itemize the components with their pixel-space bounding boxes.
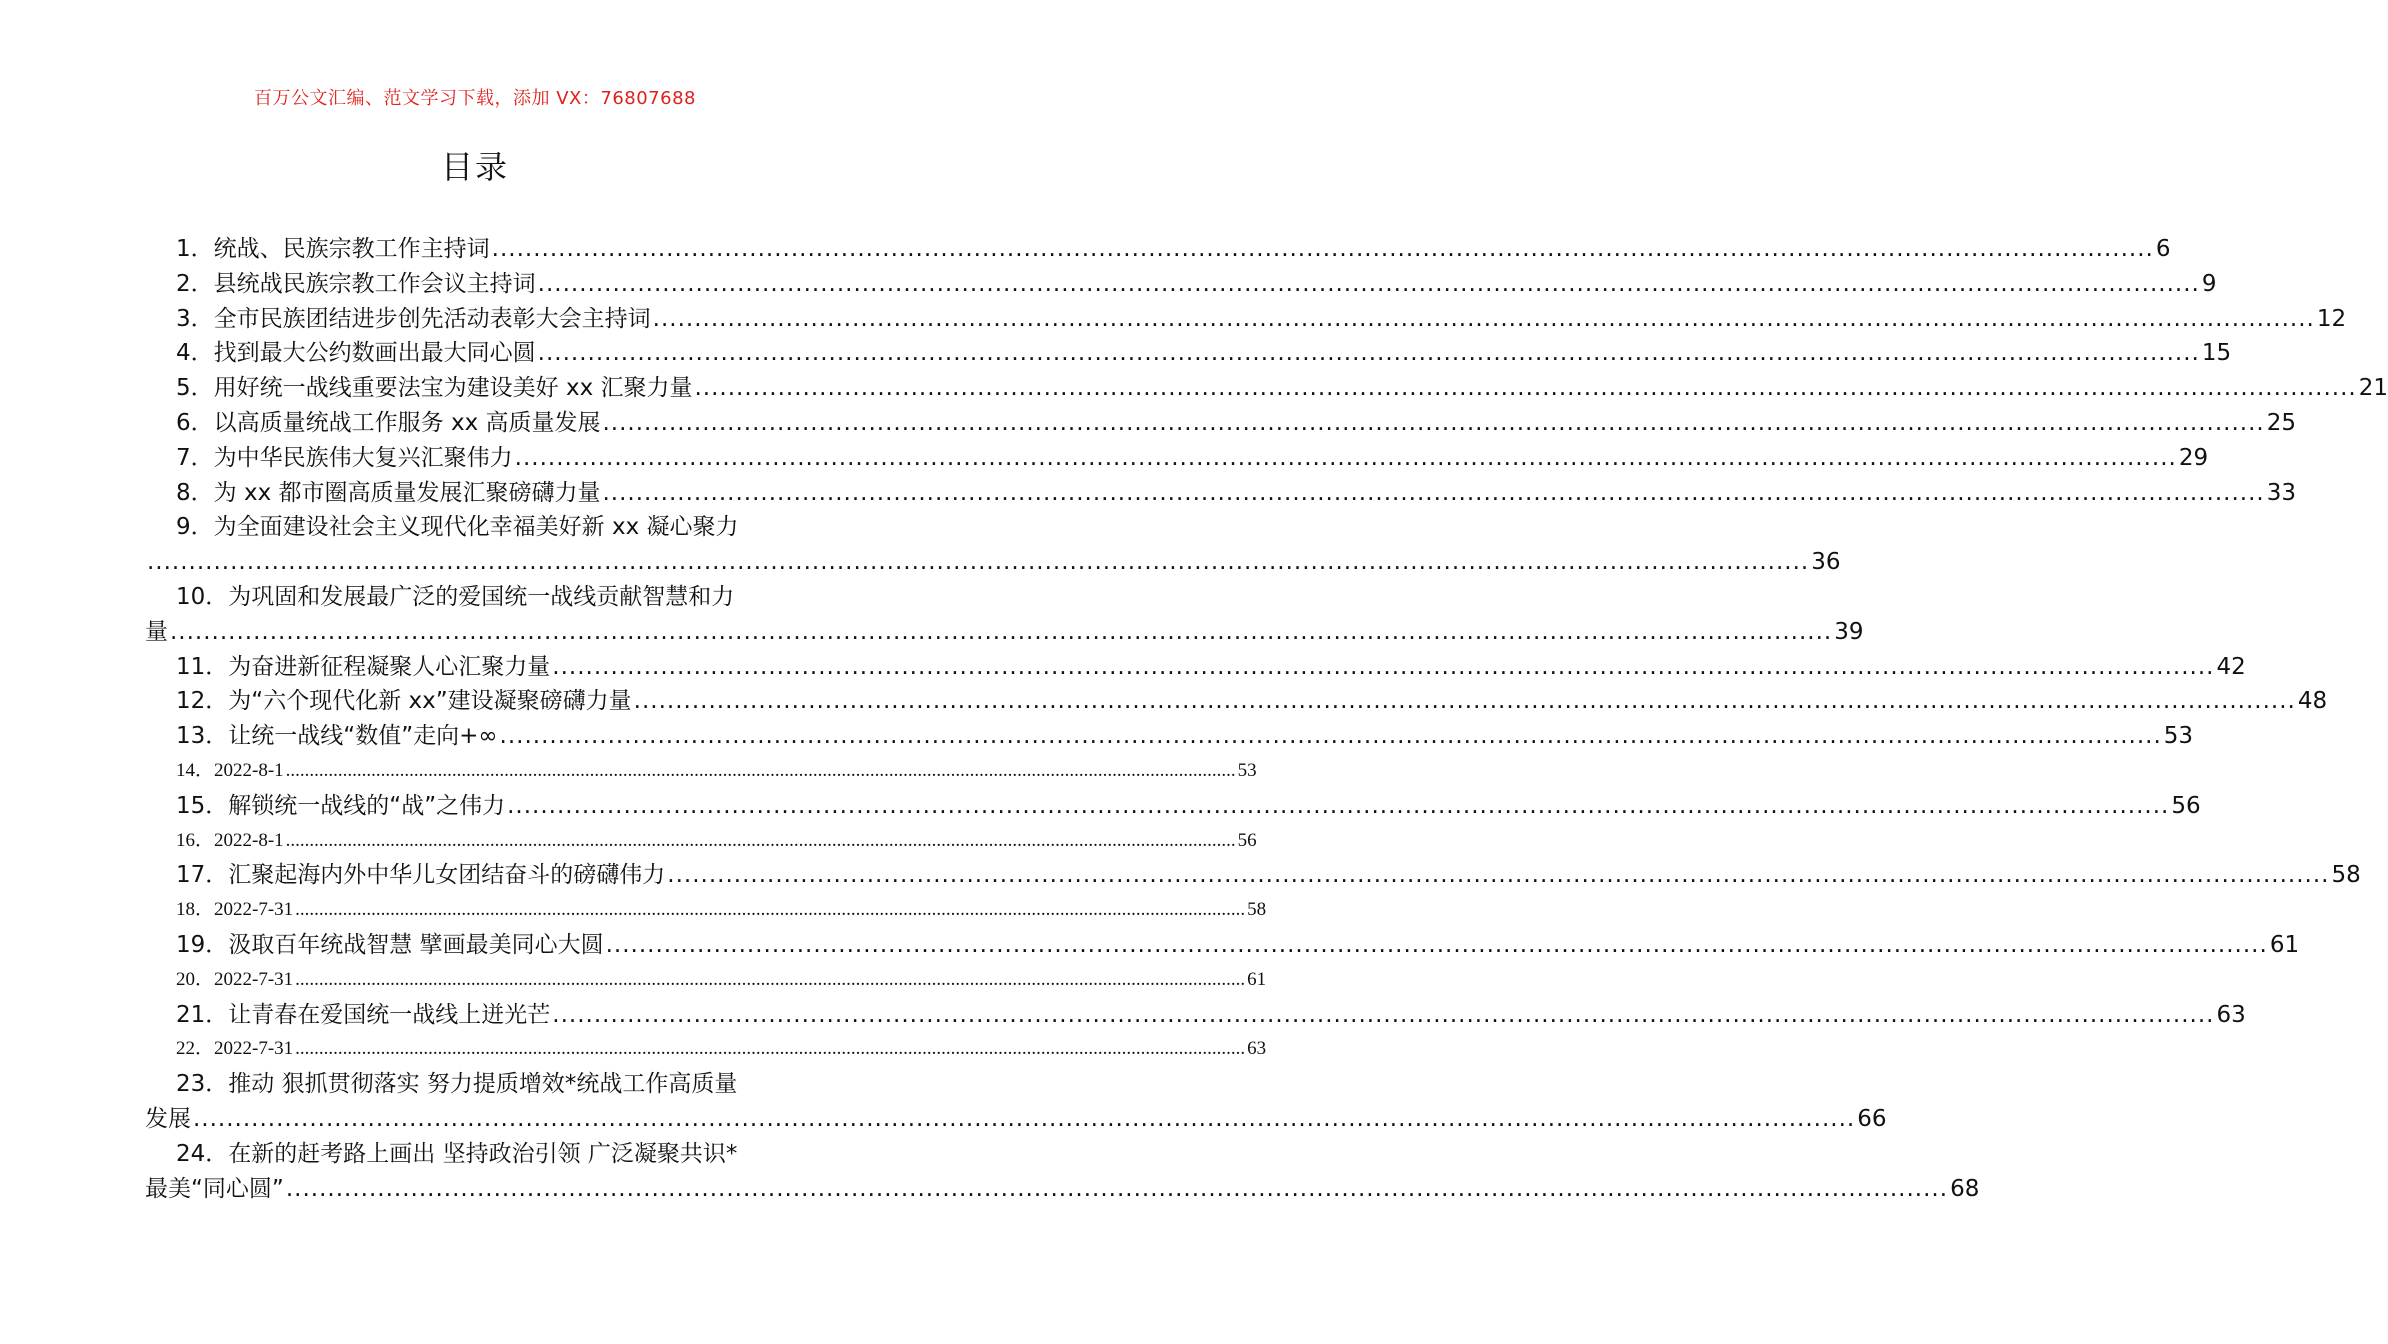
dot-leader: ........................................................................................................................................................................................................ [667,862,2330,889]
dot-leader: ........................................................................................................................................................................................................ [295,968,1246,990]
toc-entry-page-number: 53 [2163,723,2194,750]
toc-entry[interactable] [145,928,2300,963]
page-title: 目录 [440,148,509,186]
toc-entry[interactable] [145,754,1257,789]
toc-entry-title: 统战、民族宗教工作主持词 [213,236,490,262]
toc-entry-page-number: 63 [1247,1038,1267,1060]
toc-entry-page-number: 12 [2316,305,2347,332]
dot-leader: ........................................................................................................................................................................................................ [537,340,2200,367]
toc-entry-page-number: 58 [1247,899,1267,921]
toc-entry[interactable] [145,858,2361,893]
toc-entry-title: 为全面建设社会主义现代化幸福美好新 xx 凝心聚力 [213,514,739,541]
toc-entry-number: 5． [176,375,214,402]
toc-entry[interactable] [145,998,2246,1033]
toc-entry-title: 为巩固和发展最广泛的爱国统一战线贡献智慧和力 [228,583,735,610]
toc-entry[interactable] [145,1032,1267,1067]
toc-entry[interactable] [145,684,2328,719]
toc-entry-title-continued: 量 [145,618,168,645]
toc-entry-number: 12． [176,688,229,715]
toc-entry-title: 全市民族团结进步创先活动表彰大会主持词 [213,305,651,332]
dot-leader: ........................................................................................................................................................................................................ [285,1175,1949,1202]
toc-entry-title: 汇聚起海内外中华儿女团结奋斗的磅礴伟力 [228,862,666,889]
toc-entry-title: 找到最大公约数画出最大同心圆 [213,340,536,367]
dot-leader: ........................................................................................................................................................................................................ [552,653,2215,680]
toc-entry-page-number: 15 [2201,340,2232,367]
toc-entry-number: 19． [176,931,229,958]
toc-entry-number: 20． [176,968,215,990]
toc-entry-page-number: 66 [1857,1105,1887,1132]
toc-entry-page-number: 58 [2331,862,2361,889]
toc-entry-title: 让统一战线“数值”走向+∞ [228,723,498,750]
toc-entry-number: 21． [176,1001,229,1028]
toc-entry-page-number: 6 [2155,236,2171,262]
toc-entry-number: 10． [176,583,229,610]
dot-leader: ........................................................................................................................................................................................................ [602,479,2265,506]
toc-entry-page-number: 56 [1237,829,1257,851]
toc-entry-number: 9． [176,514,214,541]
toc-entry-title: 用好统一战线重要法宝为建设美好 xx 汇聚力量 [213,375,693,402]
toc-entry-page-number: 56 [2171,792,2201,819]
toc-entry[interactable] [145,1067,1887,1137]
toc-entry-title-continued: 发展 [145,1105,191,1132]
toc-entry-title: 县统战民族宗教工作会议主持词 [213,270,536,297]
toc-entry-page-number: 29 [2178,444,2209,471]
toc-entry[interactable] [145,893,1267,928]
toc-entry-number: 3． [176,305,214,332]
toc-entry-title: 2022-7-31 [214,899,294,921]
toc-entry-title: 为奋进新征程凝聚人心汇聚力量 [228,653,551,680]
toc-entry-page-number: 25 [2266,409,2296,436]
toc-entry-number: 2． [176,270,214,297]
toc-entry-page-number: 33 [2266,479,2296,506]
dot-leader: ........................................................................................................................................................................................................ [285,759,1236,781]
toc-entry[interactable] [145,510,1841,580]
dot-leader: ........................................................................................................................................................................................................ [652,305,2315,332]
toc-entry[interactable] [145,963,1267,998]
toc-entry-page-number: 53 [1237,759,1257,781]
toc-entry-number: 8． [176,479,214,506]
toc-entry-page-number: 68 [1950,1175,1980,1202]
toc-entry-page-number: 48 [2297,688,2328,715]
toc-entry[interactable] [145,441,2209,476]
toc-entry-page-number: 36 [1811,549,1841,576]
table-of-contents [145,232,2388,1206]
toc-entry-title: 2022-7-31 [214,968,294,990]
dot-leader: ........................................................................................................................................................................................................ [193,1105,1856,1132]
toc-entry-page-number: 42 [2216,653,2246,680]
dot-leader: ........................................................................................................................................................................................................ [694,375,2357,402]
dot-leader: ........................................................................................................................................................................................................ [602,409,2265,436]
toc-entry-number: 24． [176,1140,229,1167]
dot-leader: ........................................................................................................................................................................................................ [295,1038,1246,1060]
toc-entry[interactable] [145,267,2217,302]
toc-entry-page-number: 61 [1247,968,1267,990]
dot-leader: ........................................................................................................................................................................................................ [285,829,1236,851]
toc-entry-title: 为中华民族伟大复兴汇聚伟力 [213,444,513,471]
toc-entry-number: 1． [176,236,214,262]
toc-entry[interactable] [145,232,2171,267]
toc-entry-page-number: 39 [1834,618,1864,645]
toc-entry-page-number: 63 [2216,1001,2246,1028]
toc-entry-title: 在新的赶考路上画出 坚持政治引领 广泛凝聚共识* [228,1140,738,1167]
toc-entry[interactable] [145,650,2246,685]
toc-entry[interactable] [145,406,2296,441]
toc-entry-title: 推动 狠抓贯彻落实 努力提质增效*统战工作高质量 [228,1071,738,1098]
toc-entry-number: 13． [176,723,229,750]
toc-entry[interactable] [145,476,2296,511]
dot-leader: ........................................................................................................................................................................................................ [605,931,2268,958]
toc-entry-title: 汲取百年统战智慧 擘画最美同心大圆 [228,931,604,958]
dot-leader: ........................................................................................................................................................................................................ [514,444,2177,471]
dot-leader: ........................................................................................................................................................................................................ [552,1001,2215,1028]
dot-leader: ........................................................................................................................................................................................................ [537,270,2200,297]
toc-entry-title-continued: 最美“同心圆” [145,1175,284,1202]
toc-entry-number: 17． [176,862,229,889]
toc-entry-number: 18． [176,899,215,921]
dot-leader: ........................................................................................................................................................................................................ [170,618,1833,645]
toc-entry-page-number: 21 [2358,375,2388,402]
dot-leader: ........................................................................................................................................................................................................ [147,549,1810,576]
toc-entry-title: 2022-8-1 [214,829,284,851]
toc-entry[interactable] [145,580,1864,650]
toc-entry[interactable] [145,371,2388,406]
toc-entry-number: 14． [176,759,215,781]
toc-entry[interactable] [145,719,2194,754]
toc-entry-number: 7． [176,444,214,471]
toc-entry[interactable] [145,789,2201,824]
toc-entry-number: 22． [176,1038,215,1060]
toc-entry-page-number: 9 [2201,270,2217,297]
dot-leader: ........................................................................................................................................................................................................ [295,899,1246,921]
toc-entry[interactable] [145,1137,1980,1207]
toc-entry-title: 2022-7-31 [214,1038,294,1060]
toc-entry-title: 让青春在爱国统一战线上迸光芒 [228,1001,551,1028]
toc-entry-title: 为“六个现代化新 xx”建设凝聚磅礴力量 [228,688,632,715]
toc-entry-number: 6． [176,409,214,436]
toc-entry-number: 16． [176,829,215,851]
toc-entry-title: 解锁统一战线的“战”之伟力 [228,792,506,819]
toc-entry-title: 为 xx 都市圈高质量发展汇聚磅礴力量 [213,479,601,506]
watermark-header: 百万公文汇编、范文学习下载，添加 VX：76807688 [254,88,696,109]
toc-entry-number: 15． [176,792,229,819]
toc-entry-number: 4． [176,340,214,367]
toc-entry-title: 以高质量统战工作服务 xx 高质量发展 [213,409,601,436]
toc-entry-number: 23． [176,1071,229,1098]
dot-leader: ........................................................................................................................................................................................................ [499,723,2162,750]
toc-entry-title: 2022-8-1 [214,759,284,781]
toc-entry[interactable] [145,302,2347,337]
dot-leader: ........................................................................................................................................................................................................ [491,236,2154,262]
toc-entry-number: 11． [176,653,229,680]
toc-entry-page-number: 61 [2269,931,2300,958]
toc-entry[interactable] [145,824,1257,859]
toc-entry[interactable] [145,336,2232,371]
dot-leader: ........................................................................................................................................................................................................ [507,792,2170,819]
dot-leader: ........................................................................................................................................................................................................ [633,688,2296,715]
